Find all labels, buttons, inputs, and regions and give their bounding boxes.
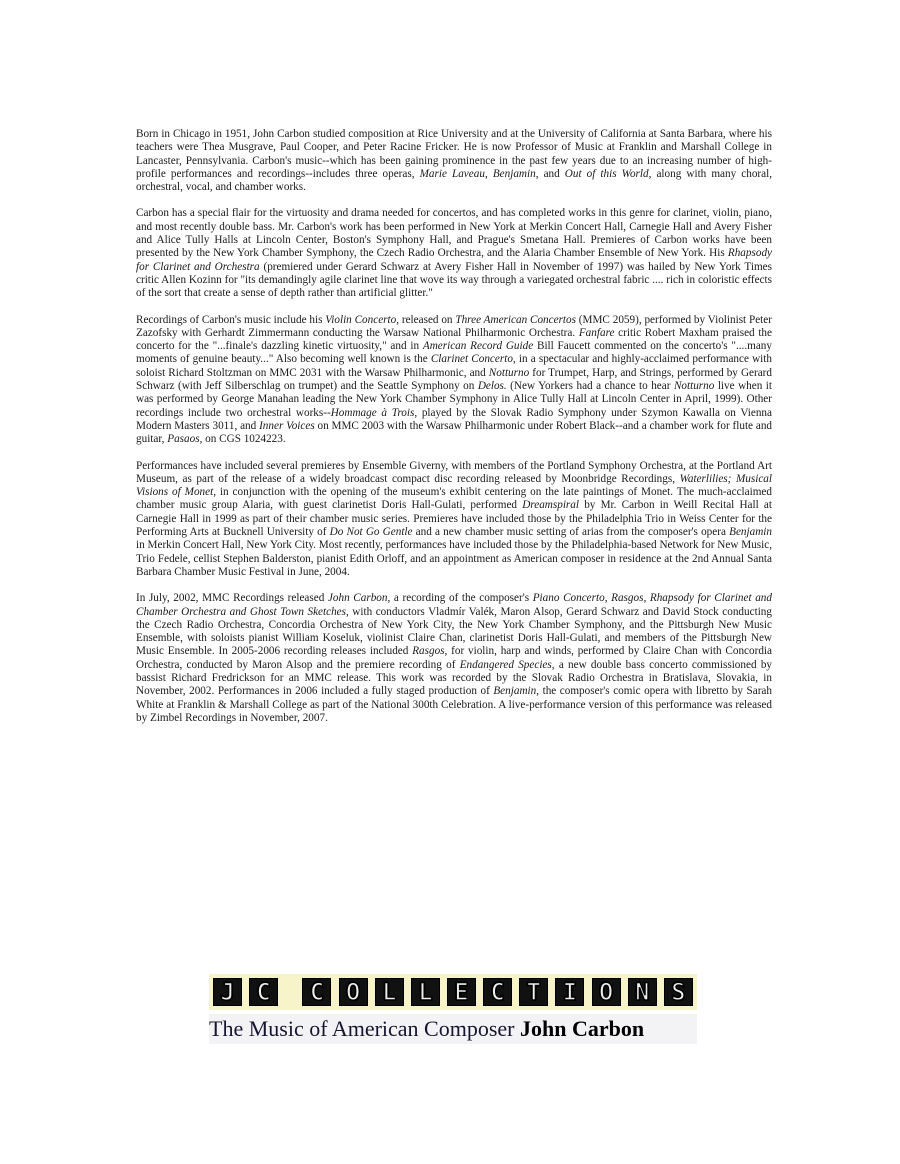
tagline-prefix: The Music of American Composer	[209, 1016, 520, 1041]
logo-letter-tiles	[209, 974, 697, 1010]
italic-title: Out of this World,	[564, 167, 652, 180]
logo-tile	[411, 978, 440, 1006]
text-run: , played by the Slovak Radio Symphony under Szymon Kawalla on Vienna Modern Masters 3011, and	[136, 406, 772, 432]
text-run: , in a spectacular and highly-acclaimed performance with soloist Richard Stoltzman on MMC 2031 with the Warsaw Philharmonic, and	[136, 353, 772, 379]
italic-title: Rasgos,	[412, 645, 448, 658]
text-run: (New Yorkers had a chance to hear	[506, 380, 674, 393]
logo-tile	[483, 978, 512, 1006]
logo-tile	[375, 978, 404, 1006]
text-run: for violin, harp and winds, performed by Claire Chan with Concordia Orchestra, conducted by Maron Alsop and the premiere recording of	[136, 645, 773, 671]
bio-paragraph-3	[136, 314, 772, 447]
italic-title: Rhapsody for Clarinet and Orchestra	[136, 247, 772, 273]
italic-title: Endangered Species	[459, 658, 552, 671]
text-run: along with many choral, orchestral, vocal, and chamber works.	[136, 167, 773, 194]
bio-paragraph-2	[136, 207, 772, 300]
text-run: , and	[535, 167, 565, 180]
italic-title: Notturno	[673, 380, 715, 393]
italic-title: Benjamin	[492, 167, 536, 180]
logo-tile	[339, 978, 368, 1006]
italic-title: Notturno	[488, 366, 530, 379]
italic-title: Dreamspiral	[522, 499, 579, 512]
text-run: on MMC 2003 with the Warsaw Philharmonic under Robert Black--and a chamber work for flute and guitar,	[136, 419, 773, 446]
text-run: , a new double bass concerto commissioned by bassist Richard Fredrickson for an MMC release. This work was recorded by the Slovak Radio Orchestra in Bratislava, Slovakia, in November, 2002. Performances in 2006 included a fully staged production of	[136, 658, 773, 698]
italic-title: John Carbon	[327, 592, 388, 605]
text-run: Carbon has a special flair for the virtuosity and drama needed for concertos, and has completed works in this genre for clarinet, violin, piano, and most recently double bass. Mr. Carbon's work has been performed in New York at Merkin Concert Hall, Carnegie Hall and Avery Fisher and Alice Tully Halls at Lincoln Center, Boston's Symphony Hall, and Prague's Smetana Hall. Premieres of Carbon works have been presented by the New York Chamber Symphony, the Czech Radio Orchestra, and the Alaria Chamber Ensemble of New York. His	[136, 207, 772, 260]
logo-letter: T	[526, 978, 541, 1006]
logo-tile	[555, 978, 584, 1006]
text-run: In July, 2002, MMC Recordings released	[136, 592, 328, 605]
text-run: and a new chamber music setting of arias from the composer's opera	[412, 526, 730, 539]
bio-paragraph-4	[136, 460, 772, 580]
logo-letter: O	[598, 978, 614, 1006]
logo-tile	[628, 978, 657, 1006]
logo-tagline	[209, 1014, 697, 1044]
logo-letter: C	[490, 978, 505, 1006]
italic-title: Pasaos	[167, 433, 200, 446]
logo-letter: I	[562, 978, 578, 1006]
italic-title: Benjamin	[493, 685, 537, 698]
jc-collections-logo	[209, 974, 697, 1044]
logo-letter: O	[345, 978, 361, 1006]
bio-paragraph-1	[136, 128, 772, 194]
logo-letter: N	[634, 978, 650, 1006]
text-run: Bill Faucett commented on the concerto's "....many moments of genuine beauty..." Also becoming well known is the	[136, 340, 772, 366]
italic-title: Do Not Go Gentle	[329, 526, 413, 539]
logo-tile	[213, 978, 242, 1006]
text-run: (MMC 2059), performed by Violinist Peter Zazofsky with Gerhardt Zimmermann conducting the Warsaw National Philharmonic Orchestra.	[136, 313, 772, 339]
text-run: , in conjunction with the opening of the museum's exhibit centering on the late paintings of Monet. The much-acclaimed chamber music group Alaria, with guest clarinetist Doris Hall-Gulati, performed	[136, 486, 772, 512]
italic-title: Fanfare	[578, 326, 615, 339]
bio-paragraph-5	[136, 592, 772, 725]
logo-tile	[592, 978, 621, 1006]
logo-tile	[447, 978, 476, 1006]
italic-title: Delos.	[477, 380, 507, 393]
italic-title: Piano Concerto, Rasgos, Rhapsody for Clarinet and Chamber Orchestra and Ghost Town Sketches,	[136, 592, 772, 618]
italic-title: American Record Guide	[422, 340, 534, 353]
text-run: Performances have included several premieres by Ensemble Giverny, with members of the Portland Symphony Orchestra, at the Portland Art Museum, as part of the release of a widely broadcast compact disc recording released by Moonbridge Recordings,	[136, 459, 772, 485]
logo-letter: L	[381, 978, 397, 1006]
logo-letter: C	[309, 978, 325, 1006]
italic-title: Clarinet Concerto	[430, 353, 513, 366]
text-run: critic Robert Maxham praised the concerto for the "...finale's dazzling kinetic virtuosity," and in	[136, 326, 772, 353]
text-run: by Mr. Carbon in Weill Recital Hall at Carnegie Hall in 1999 as part of their chamber music series. Premieres have included those by the Philadelphia Trio in Weiss Center for the Performing Arts at Bucknell University of	[136, 499, 772, 539]
text-run: with conductors Vladmír Valék, Maron Alsop, Gerard Schwarz and David Stock conducting the Czech Radio Orchestra, Concordia Orchestra of New York City, the New York Chamber Symphony, and the Pittsburgh New Music Ensemble, with soloists pianist William Koseluk, violinist Claire Chan, clarinetist Doris Hall-Gulati, and members of the Pittsburgh New Music Ensemble. In 2005-2006 recording releases included	[136, 605, 772, 658]
italic-title: Benjamin	[729, 526, 772, 539]
italic-title: Waterlilies; Musical Visions of Monet	[136, 472, 772, 499]
logo-letter: C	[256, 978, 271, 1006]
logo-letter: J	[220, 978, 235, 1006]
text-run: , the composer's comic opera with libretto by Sarah White at Franklin & Marshall College as part of the National 300th Celebration. A live-performance version of this performance was released by Zimbel Recordings in November, 2007.	[136, 685, 772, 724]
text-run: ,	[484, 167, 493, 180]
italic-title: Hommage à Trois	[330, 406, 415, 419]
logo-letter: L	[418, 978, 433, 1006]
tagline-composer-name: John Carbon	[520, 1016, 645, 1041]
text-run: in Merkin Concert Hall, New York City. Most recently, performances have included those by the Philadelphia-based Network for New Music, Trio Fedele, cellist Stephen Balderston, pianist Edith Orloff, and an appointment as American composer in residence at the 2nd Annual Santa Barbara Chamber Music Festival in June, 2004.	[136, 539, 772, 578]
logo-letter: S	[671, 978, 686, 1006]
logo-tile	[519, 978, 548, 1006]
text-run: , a recording of the composer's	[387, 592, 533, 605]
logo-tile	[664, 978, 693, 1006]
text-run: Recordings of Carbon's music include his	[136, 313, 326, 326]
logo-word-gap	[285, 978, 295, 1007]
italic-title: Marie Laveau	[419, 167, 485, 180]
logo-tile	[249, 978, 278, 1006]
text-run: for Trumpet, Harp, and Strings, performed by Gerard Schwarz (with Jeff Silberschlag on trumpet) and the Seattle Symphony on	[136, 366, 772, 393]
italic-title: Three American Concertos	[455, 313, 576, 326]
logo-letter: E	[454, 978, 469, 1006]
italic-title: Inner Voices	[259, 419, 315, 432]
text-run: , released on	[396, 313, 456, 326]
text-run: Born in Chicago in 1951, John Carbon studied composition at Rice University and at the University of California at Santa Barbara, where his teachers were Thea Musgrave, Paul Cooper, and Peter Racine Fricker. He is now Professor of Music at Franklin and Marshall College in Lancaster, Pennsylvania. Carbon's music--which has been gaining prominence in the past few years due to an increasing number of high-profile performances and recordings--includes three operas,	[136, 128, 772, 180]
biography-text	[136, 128, 772, 738]
logo-tile	[302, 978, 331, 1006]
text-run: , on CGS 1024223.	[199, 433, 286, 446]
text-run: live when it was performed by George Manahan leading the New York Chamber Symphony in Alice Tully Hall at Lincoln Center in April, 1999). Other recordings include two orchestral works--	[136, 380, 772, 419]
text-run: (premiered under Gerard Schwarz at Avery Fisher Hall in November of 1997) was hailed by New York Times critic Allen Kozinn for "its demandingly agile clarinet line that wove its way through a variegated orchestral fabric .... rich in coloristic effects of the sort that create a sense of depth rather than artificial glitter."	[136, 260, 772, 300]
italic-title: Violin Concerto	[325, 313, 397, 326]
